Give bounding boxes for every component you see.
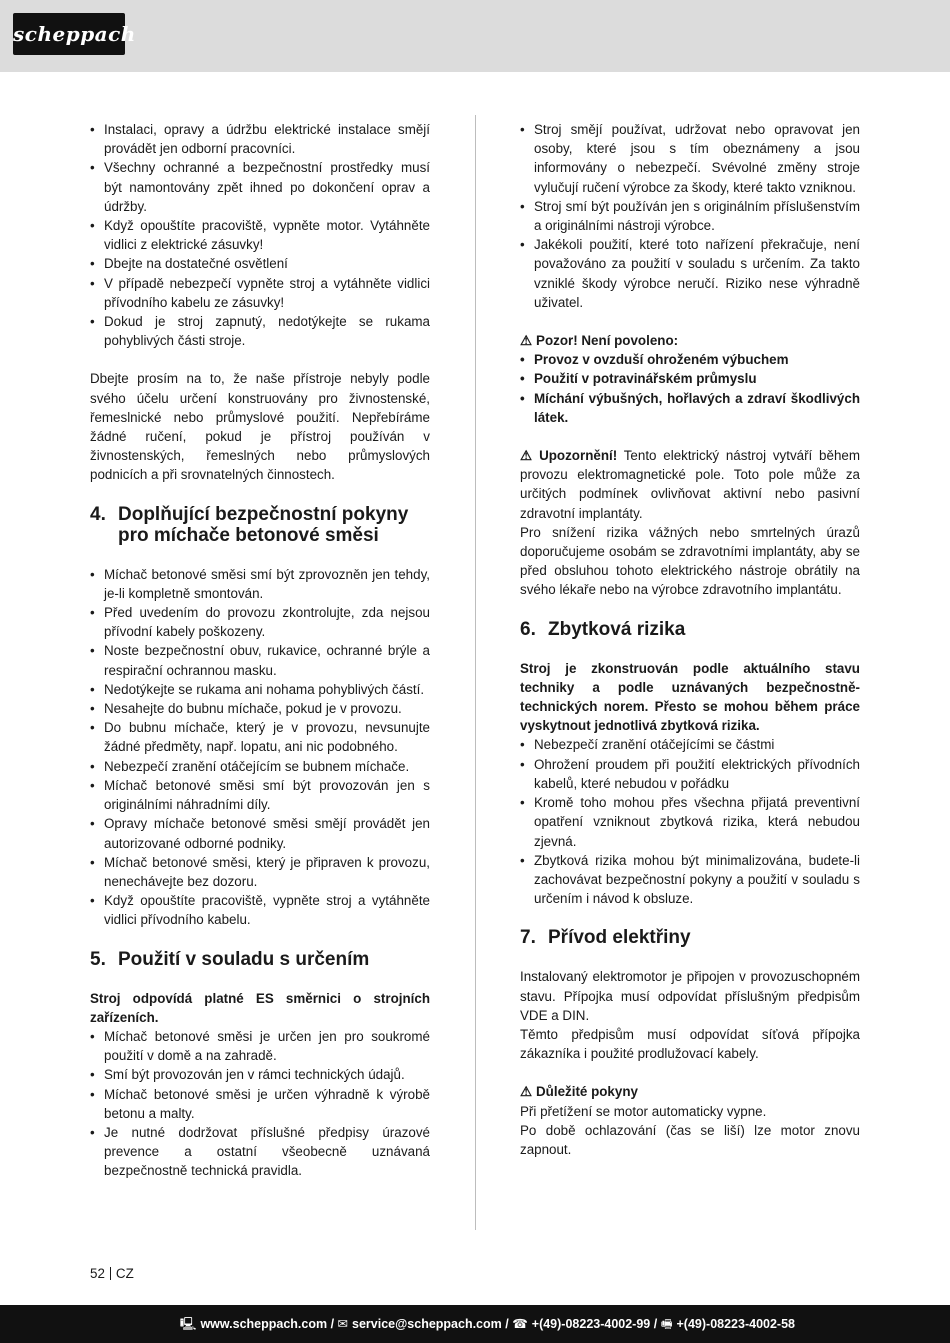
section-5-heading bbox=[90, 949, 430, 970]
list-item: • Stroj smí být používán jen s originálním příslušenstvím a originálními nástroji výrobce. bbox=[520, 197, 860, 235]
prohibited-list bbox=[520, 350, 860, 427]
important-line: Při přetížení se motor automaticky vypne. bbox=[520, 1103, 767, 1119]
section-5-title: Použití v souladu s určením bbox=[118, 948, 370, 970]
warning-icon: ⚠ bbox=[520, 1084, 533, 1100]
section-6-heading bbox=[520, 619, 860, 640]
page-number-separator bbox=[110, 1267, 111, 1280]
commercial-use-note: Dbejte prosím na to, že naše přístroje nebyly podle svého účelu určení konstruovány pro živnostenské, řemeslnické nebo průmyslové použití. Nepřebíráme žádné ručení, pokud je přístroj používán v živnostenských, řemeslných nebo průmyslových podnicích a při srovnatelných činnostech. bbox=[90, 371, 430, 483]
section-7-number: 7. bbox=[520, 927, 536, 949]
footer-fax: +(49)-08223-4002-58 bbox=[676, 1317, 795, 1331]
important-heading bbox=[520, 1082, 860, 1101]
list-item: • Stroj smějí používat, udržovat nebo opravovat jen osoby, které jsou s tím obeznámeny a jsou informovány o nebezpečí. Svévolné změny stroje vylučují ručení výrobce za škody, které takto vzniknou. bbox=[520, 120, 860, 197]
list-item: • Opravy míchače betonové směsi smějí provádět jen autorizované odborné podniky. bbox=[90, 814, 430, 852]
section-7-title: Přívod elektřiny bbox=[548, 927, 691, 949]
section-6-number: 6. bbox=[520, 618, 536, 640]
list-item: • Noste bezpečnostní obuv, rukavice, ochranné brýle a respirační ochrannou masku. bbox=[90, 641, 430, 679]
section-5-number: 5. bbox=[90, 948, 106, 970]
list-item: • Před uvedením do provozu zkontrolujte, zda nejsou přívodní kabely poškozeny. bbox=[90, 603, 430, 641]
section-7-paragraph: Instalovaný elektromotor je připojen v provozuschopném stavu. Přípojka musí odpovídat příslušným předpisům VDE a DIN. bbox=[520, 969, 860, 1023]
page-language: CZ bbox=[115, 1266, 134, 1281]
emf-notice bbox=[520, 446, 860, 523]
computer-icon: 🖳 bbox=[179, 1317, 197, 1331]
list-item: • Zbytková rizika mohou být minimalizována, budete-li zachovávat bezpečnostní pokyny a použití v souladu s určením i návod k obsluze. bbox=[520, 851, 860, 909]
left-column bbox=[90, 120, 430, 1181]
list-item: • Nedotýkejte se rukama ani nohama pohyblivých částí. bbox=[90, 680, 430, 699]
section-5-lead: Stroj odpovídá platné ES směrnici o strojních zařízeních. bbox=[90, 990, 430, 1025]
list-item: • Míchání výbušných, hořlavých a zdraví škodlivých látek. bbox=[520, 389, 860, 427]
phone-icon: ☎ bbox=[512, 1317, 528, 1331]
list-item: • Kromě toho mohou přes všechna přijatá preventivní opatření vzniknout zbytková rizika, která nebudou zjevná. bbox=[520, 793, 860, 851]
footer-separator: / bbox=[501, 1317, 513, 1331]
section-7-paragraph: Těmto předpisům musí odpovídat síťová přípojka zákazníka i použité prodlužovací kabely. bbox=[520, 1026, 860, 1062]
list-item: • Dokud je stroj zapnutý, nedotýkejte se rukama pohyblivých části stroje. bbox=[90, 312, 430, 350]
footer-email: service@scheppach.com bbox=[352, 1317, 502, 1331]
safety-list bbox=[90, 120, 430, 350]
brand-logo-text: scheppach bbox=[13, 22, 136, 46]
section-7-heading bbox=[520, 927, 860, 948]
intended-use-list bbox=[90, 1027, 430, 1181]
list-item: • Nesahejte do bubnu míchače, pokud je v provozu. bbox=[90, 699, 430, 718]
implant-advice: Pro snížení rizika vážných nebo smrtelných úrazů doporučujeme osobám se zdravotními implantáty, aby se před obsluhou tohoto elektrického nástroje obrátily na svého lékaře nebo na výrobce zdravotního implantátu. bbox=[520, 524, 860, 598]
footer-band bbox=[0, 1305, 950, 1343]
section-4-title: Doplňující bezpečnostní pokyny pro míchače betonové směsi bbox=[118, 503, 409, 546]
mail-icon: ✉ bbox=[337, 1317, 348, 1331]
footer-website: www.scheppach.com bbox=[200, 1317, 328, 1331]
header-band bbox=[0, 0, 950, 72]
list-item: • Použití v potravinářském průmyslu bbox=[520, 369, 860, 388]
list-item: • Je nutné dodržovat příslušné předpisy úrazové prevence a ostatní všeobecně uznávaná bezpečnostně technická pravidla. bbox=[90, 1123, 430, 1181]
footer-phone: +(49)-08223-4002-99 bbox=[531, 1317, 651, 1331]
notice-text: Tento elektrický nástroj vytváří během provozu elektromagnetické pole. Toto pole může za určitých podmínek ovlivňovat aktivní nebo pasivní zdravotní implantáty. bbox=[520, 448, 860, 521]
list-item: • Ohrožení proudem při použití elektrických přívodních kabelů, které nebudou v pořádku bbox=[520, 755, 860, 793]
operator-list bbox=[520, 120, 860, 312]
warning-icon: ⚠ bbox=[520, 333, 533, 349]
list-item: • Míchač betonové směsi je určen výhradně k výrobě betonu a malty. bbox=[90, 1085, 430, 1123]
residual-risk-list bbox=[520, 735, 860, 908]
brand-logo bbox=[13, 13, 136, 55]
section-6-lead: Stroj je zkonstruován podle aktuálního stavu techniky a podle uznávaných bezpečnostně-technických norem. Přesto se mohou během práce vyskytnout jednotlivá zbytková rizika. bbox=[520, 660, 860, 734]
important-line: Po době ochlazování (čas se liší) lze motor znovu zapnout. bbox=[520, 1122, 860, 1157]
list-item: • Míchač betonové směsi, který je připraven k provozu, nenechávejte bez dozoru. bbox=[90, 853, 430, 891]
mixer-safety-list bbox=[90, 565, 430, 930]
list-item: • Jakékoli použití, které toto nařízení překračuje, není považováno za použití v souladu s určením. Za takto vzniklé škody výrobce neručí. Riziko nese výhradně uživatel. bbox=[520, 235, 860, 312]
list-item: • Instalaci, opravy a údržbu elektrické instalace smějí provádět jen odborní pracovníci. bbox=[90, 120, 430, 158]
page-number-value: 52 bbox=[90, 1266, 105, 1281]
list-item: • Míchač betonové směsi smí být zprovozněn jen tehdy, je-li kompletně smontován. bbox=[90, 565, 430, 603]
notice-label: Upozornění! bbox=[539, 448, 618, 464]
fax-icon: 🖷 bbox=[660, 1317, 673, 1331]
list-item: • Dbejte na dostatečné osvětlení bbox=[90, 254, 430, 273]
list-item: • V případě nebezpečí vypněte stroj a vytáhněte vidlici přívodního kabelu ze zásuvky! bbox=[90, 274, 430, 312]
caution-heading bbox=[520, 331, 860, 350]
warning-icon: ⚠ bbox=[520, 448, 536, 464]
caution-title: Pozor! Není povoleno: bbox=[536, 333, 679, 349]
important-title: Důležité pokyny bbox=[536, 1084, 638, 1100]
list-item: • Míchač betonové směsi je určen jen pro soukromé použití v domě a na zahradě. bbox=[90, 1027, 430, 1065]
list-item: • Provoz v ovzduší ohroženém výbuchem bbox=[520, 350, 860, 369]
footer-separator: / bbox=[327, 1317, 338, 1331]
list-item: • Všechny ochranné a bezpečnostní prostředky musí být namontovány zpět ihned po dokončení oprav a údržby. bbox=[90, 158, 430, 216]
list-item: • Když opouštíte pracoviště, vypněte stroj a vytáhněte vidlici přívodního kabelu. bbox=[90, 891, 430, 929]
list-item: • Když opouštíte pracoviště, vypněte motor. Vytáhněte vidlici z elektrické zásuvky! bbox=[90, 216, 430, 254]
right-column bbox=[520, 120, 860, 1159]
list-item: • Míchač betonové směsi smí být provozován jen s originálními náhradními díly. bbox=[90, 776, 430, 814]
list-item: • Smí být provozován jen v rámci technických údajů. bbox=[90, 1065, 430, 1084]
list-item: • Do bubnu míchače, který je v provozu, nevsunujte žádné předměty, např. lopatu, ani nic podobného. bbox=[90, 718, 430, 756]
footer-contact bbox=[180, 1305, 795, 1343]
column-divider bbox=[475, 115, 476, 1230]
section-4-number: 4. bbox=[90, 503, 106, 525]
list-item: • Nebezpečí zranění otáčejícím se bubnem míchače. bbox=[90, 757, 430, 776]
page-number bbox=[90, 1265, 134, 1283]
list-item: • Nebezpečí zranění otáčejícími se částmi bbox=[520, 735, 860, 754]
section-6-title: Zbytková rizika bbox=[548, 618, 686, 640]
footer-separator: / bbox=[650, 1317, 661, 1331]
section-4-heading bbox=[90, 504, 430, 546]
